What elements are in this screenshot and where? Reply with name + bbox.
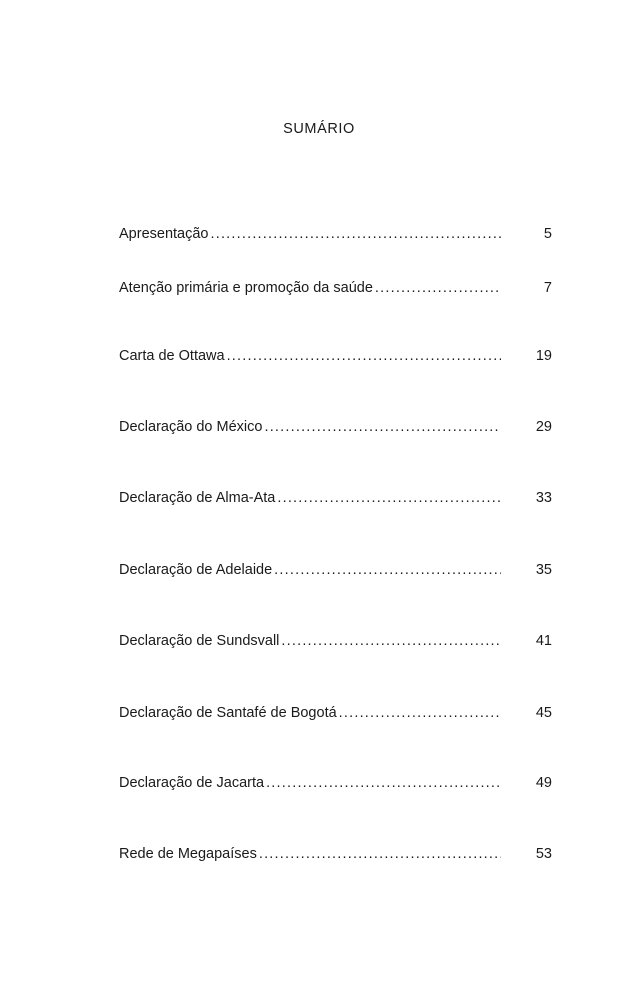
- toc-entry-label: Declaração de Santafé de Bogotá: [119, 705, 337, 721]
- dot-leader: [227, 348, 501, 364]
- toc-entry-label: Rede de Megapaíses: [119, 846, 257, 862]
- toc-entry-label: Atenção primária e promoção da saúde: [119, 280, 373, 296]
- toc-entry: [119, 775, 552, 795]
- toc-entry-page: 29: [535, 419, 552, 435]
- toc-entry-label: Carta de Ottawa: [119, 348, 225, 364]
- toc-entry-label: Declaração de Jacarta: [119, 775, 265, 791]
- toc-entry-page: 49: [535, 775, 552, 791]
- dot-leader: [281, 633, 501, 649]
- toc-entry-page: 45: [535, 705, 552, 721]
- toc-entry: [119, 562, 552, 582]
- toc-entry: [119, 705, 552, 725]
- toc-entry-label: Declaração de Alma-Ata: [119, 490, 276, 506]
- toc-entry: [119, 419, 552, 439]
- dot-leader: [210, 226, 501, 242]
- toc-entry: [119, 633, 552, 653]
- toc-entry-label: Declaração do México: [119, 419, 263, 435]
- toc-entry-page: 35: [535, 562, 552, 578]
- toc-entry-label: Declaração de Adelaide: [119, 562, 273, 578]
- toc-entry: [119, 348, 552, 368]
- toc-entry-page: 33: [535, 490, 552, 506]
- dot-leader: [274, 562, 501, 578]
- toc-entry: [119, 226, 552, 246]
- toc-entry-page: 53: [535, 846, 552, 862]
- dot-leader: [277, 490, 501, 506]
- dot-leader: [266, 775, 501, 791]
- toc-entry-page: 19: [535, 348, 552, 364]
- dot-leader: [375, 280, 501, 296]
- dot-leader: [259, 846, 501, 862]
- dot-leader: [264, 419, 501, 435]
- toc-entry-label: Declaração de Sundsvall: [119, 633, 280, 649]
- toc-entry: [119, 280, 552, 300]
- toc-entry: [119, 846, 552, 866]
- dot-leader: [339, 705, 501, 721]
- toc-entry-label: Apresentação: [119, 226, 209, 242]
- toc-entry: [119, 490, 552, 510]
- toc-entry-page: 41: [535, 633, 552, 649]
- page-title: SUMÁRIO: [283, 121, 355, 137]
- toc-entry-page: 5: [543, 226, 552, 242]
- toc-entry-page: 7: [543, 280, 552, 296]
